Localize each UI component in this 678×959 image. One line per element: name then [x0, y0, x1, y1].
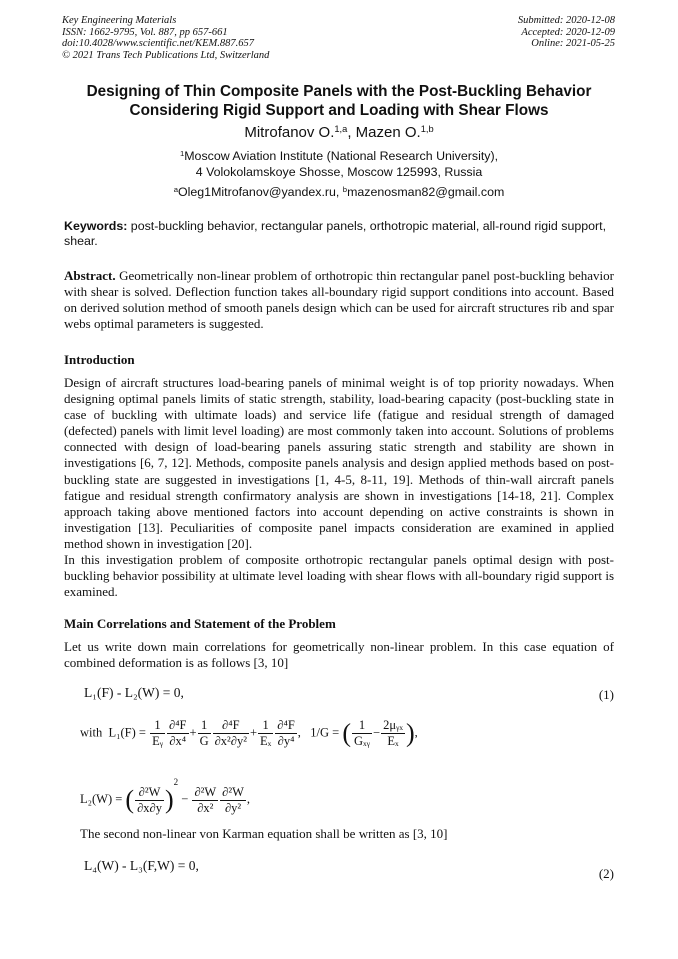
- emails: [0, 185, 678, 201]
- fraction-1-over-G: $\frac{1}{G}$: [199, 718, 209, 748]
- abstract-text: Geometrically non-linear problem of orthotropic thin rectangular panel post-buckling behavior with shear is solved. Deflection function takes all-boundary rigid support conditions into account. Based on derived solution method of smooth panels design which can be used for aircraft structures rib and spar webs optimal parameters is suggested.: [64, 268, 614, 332]
- authors: [0, 124, 678, 141]
- journal-name: Key Engineering Materials: [62, 15, 177, 26]
- introduction-body: [64, 375, 614, 600]
- abstract: [64, 268, 614, 332]
- with-label: with: [80, 725, 103, 740]
- fraction-1-over-Ex: $\frac{1}{\text{Eₓ}}$: [260, 718, 272, 748]
- accepted-date: Accepted: 2020-12-09: [521, 26, 615, 38]
- affiliation-line-1: Moscow Aviation Institute (National Research University),: [184, 149, 499, 163]
- keywords: [64, 219, 614, 249]
- abstract-label: Abstract.: [64, 268, 116, 283]
- G-lhs: 1/G =: [310, 725, 340, 740]
- author-2: Mazen O.: [355, 124, 421, 141]
- author-separator: ,: [347, 124, 356, 141]
- L1-lhs: L₁(F) =: [108, 725, 146, 740]
- equation-2-number: (2): [598, 866, 614, 881]
- introduction-heading: Introduction: [64, 352, 135, 367]
- fraction-d4F-dy4: $\frac{\text{∂⁴F}}{\text{∂y⁴}}$: [277, 718, 295, 748]
- fraction-d2W-dxdy: $\frac{\text{∂²W}}{\partial x\partial y}$: [137, 784, 162, 815]
- equation-L1-definition: with L₁(F) = $\frac{1}{\text{Eᵧ}}$ $\frac{\text{∂⁴F}}{\text{∂x⁴}}$ + $\frac{1}{G}$ $\frac{\text{∂⁴F}}{\text{∂x²∂y²}}$ + $\frac{1}{\text{Eₓ}}$ $\frac{\text{∂⁴F}}{\text{∂y⁴}}$ , 1/G = ( $\frac{1}{\text{Gₓᵧ}}$ − $\frac{\text{2μᵧₓ}}{\text{Eₓ}}$ ),: [80, 718, 418, 748]
- introduction-paragraph-2: In this investigation problem of composite orthotropic rectangular panels optimal design with post-buckling behavior possibility at ultimate level loading with shear flows with all-boundary rigid support is examined.: [64, 552, 614, 600]
- equation-1-number: (1): [598, 687, 614, 702]
- copyright: © 2021 Trans Tech Publications Ltd, Switzerland: [62, 49, 270, 61]
- introduction-paragraph-1: Design of aircraft structures load-bearing panels of minimal weight is of top priority nowadays. When designing optimal panels limits of static strength, stability, load-bearing capacity (post-buckling state in case of buckling with ultimate loads) and service life (fatigue and residual strength of damaged (defected) panels with limit level loading) are most commonly taken into account. Solutions of problems connected with design of load-bearing panels assuring static strength and stability are shown in investigations [6, 7, 12]. Methods, composite panels analysis and design applied methods based on post-buckling state are suggested in investigations [1, 4-5, 8-11, 19]. Methods of thin-wall aircraft panels fatigue and residual strength confirmatory analysis are shown in investigations [14-18, 21]. Complex approach taking above mentioned factors into account depending on active constraints is shown in investigation [13]. Peculiarities of composite panel impacts consideration are examined in applied method shown in investigation [20].: [64, 375, 614, 551]
- fraction-1-over-Ey: $\frac{1}{\text{Eᵧ}}$: [152, 718, 164, 748]
- fraction-d2W-dx2: $\frac{\text{∂²W}}{\text{∂x²}}$: [194, 784, 217, 815]
- title-line-1: Designing of Thin Composite Panels with the Post-Buckling Behavior: [86, 83, 592, 100]
- online-date: Online: 2021-05-25: [531, 38, 615, 50]
- keywords-label: Keywords:: [64, 219, 128, 233]
- email-a[interactable]: Oleg1Mitrofanov@yandex.ru,: [178, 185, 343, 199]
- dates-info: [518, 15, 615, 50]
- affiliation: [0, 149, 678, 180]
- doi: doi:10.4028/www.scientific.net/KEM.887.657: [62, 38, 254, 50]
- title-line-2: Considering Rigid Support and Loading with Shear Flows: [129, 102, 549, 119]
- email-b-sup: b: [342, 184, 348, 194]
- email-a-sup: a: [173, 184, 178, 194]
- submitted-date: Submitted: 2020-12-08: [517, 15, 615, 26]
- journal-info: [62, 15, 269, 61]
- author-1: Mitrofanov O.: [244, 124, 335, 141]
- fraction-d2W-dy2: $\frac{\text{∂²W}}{\text{∂y²}}$: [222, 784, 244, 815]
- main-section-paragraph-1: Let us write down main correlations for geometrically non-linear problem. In this case equation of combined deformation is as follows [3, 10]: [64, 639, 614, 671]
- paper-title: [30, 82, 648, 120]
- fraction-d4F-dx2dy2: $\frac{\text{∂⁴F}}{\text{∂x²∂y²}}$: [214, 718, 247, 748]
- equation-2: L₄(W) - L₃(F,W) = 0,: [84, 858, 199, 873]
- fraction-2mu-over-Ex: $\frac{\text{2μᵧₓ}}{\text{Eₓ}}$: [383, 718, 403, 748]
- issn: ISSN: 1662-9795, Vol. 887, pp 657-661: [62, 26, 228, 38]
- main-section-paragraph-2: The second non-linear von Karman equation shall be written as [3, 10]: [80, 826, 448, 841]
- affiliation-sup: 1: [179, 148, 185, 158]
- author-2-sup: 1,b: [420, 123, 434, 134]
- equation-L2-definition: L₂(W) = ( $\frac{\text{∂²W}}{\partial x\partial y}$ )$^2$ − $\frac{\text{∂²W}}{\text{∂x²}}$ $\frac{\text{∂²W}}{\text{∂y²}}$ ,: [80, 777, 251, 815]
- L2-lhs: L₂(W) =: [80, 792, 123, 806]
- main-section-heading: Main Correlations and Statement of the Problem: [64, 616, 336, 631]
- author-1-sup: 1,a: [334, 123, 348, 134]
- fraction-d4F-dx4: $\frac{\text{∂⁴F}}{\text{∂x⁴}}$: [169, 718, 187, 748]
- keywords-text: post-buckling behavior, rectangular panels, orthotropic material, all-round rigid support, shear.: [64, 219, 607, 248]
- fraction-1-over-Gxy: $\frac{1}{\text{Gₓᵧ}}$: [354, 718, 370, 748]
- affiliation-line-2: 4 Volokolamskoye Shosse, Moscow 125993, Russia: [195, 164, 483, 179]
- equation-1: L₁(F) - L₂(W) = 0,: [84, 685, 184, 700]
- email-b[interactable]: mazenosman82@gmail.com: [347, 185, 505, 199]
